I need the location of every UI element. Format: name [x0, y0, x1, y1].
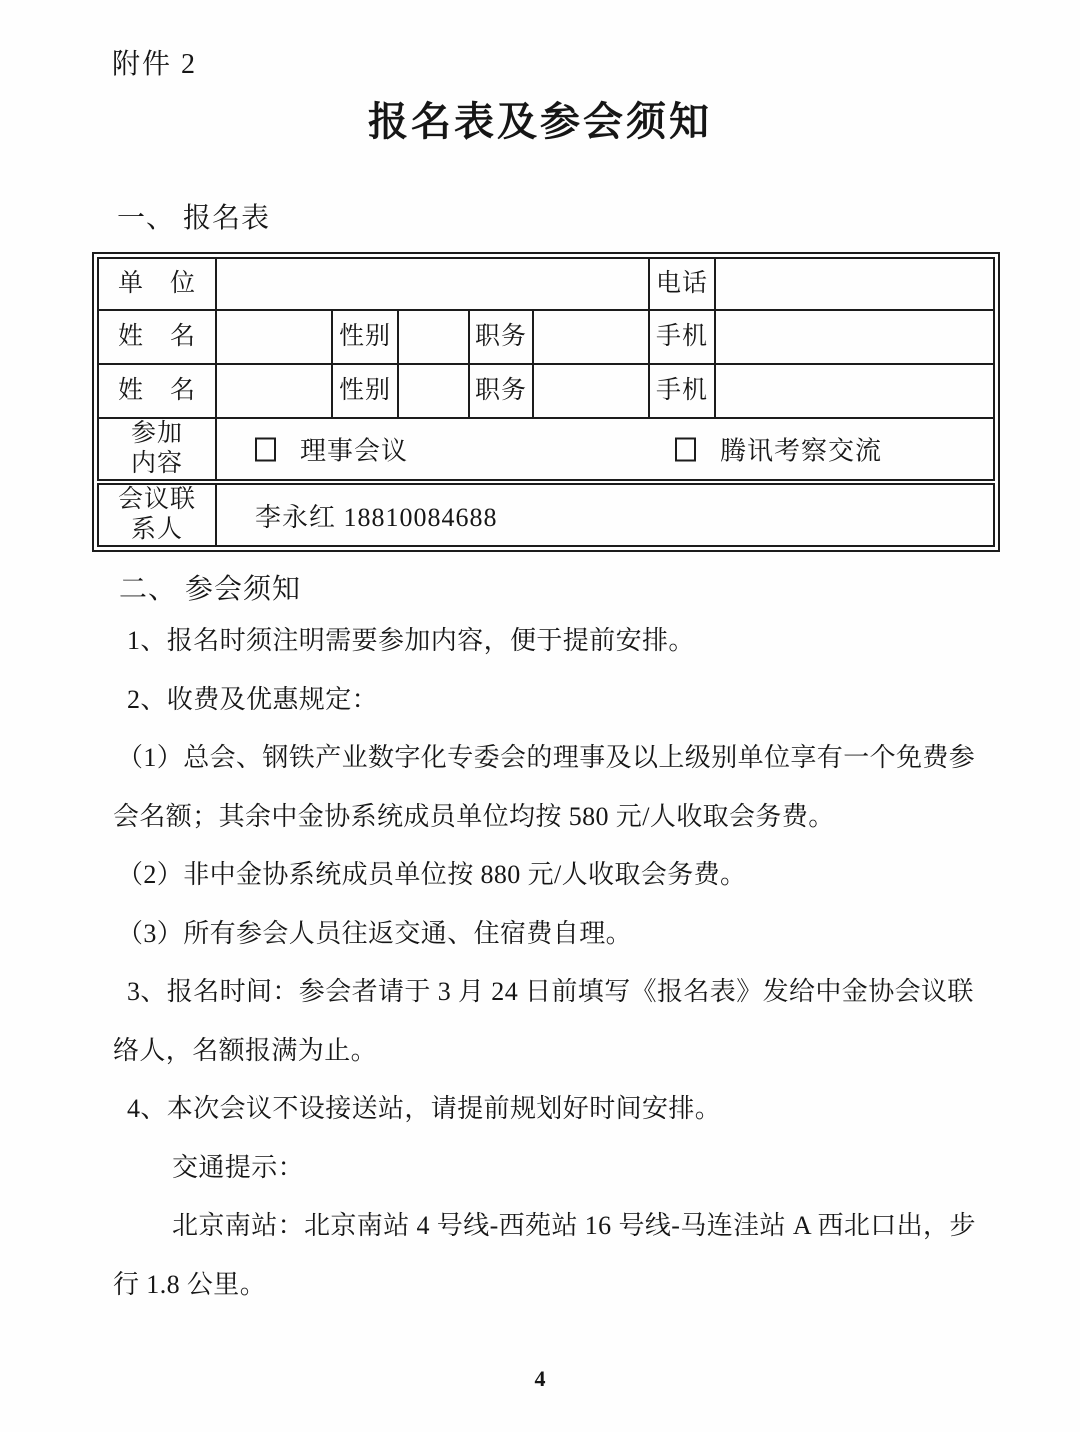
- note-line: 交通提示：: [172, 1152, 305, 1182]
- participation-label-line1: 参加: [130, 420, 183, 447]
- name-value-cell: [216, 364, 332, 418]
- table-row-participation: [98, 418, 994, 482]
- checkbox-tencent-visit-icon[interactable]: [675, 437, 696, 461]
- phone-value-cell: [715, 258, 994, 310]
- note-line: 1、报名时须注明需要参加内容，便于提前安排。: [127, 626, 695, 655]
- attachment-label: 附件 2: [112, 49, 198, 80]
- registration-table: [92, 252, 1000, 552]
- section-heading-registration-form: 一、 报名表: [117, 203, 271, 234]
- contact-label-line2: 系人: [130, 516, 183, 543]
- note-line: （2）非中金协系统成员单位按 880 元/人收取会务费。: [117, 860, 747, 889]
- section-heading-attendance-notes: 二、 参会须知: [119, 574, 302, 605]
- position-label: 职务: [469, 364, 533, 418]
- note-line: 4、本次会议不设接送站，请提前规划好时间安排。: [127, 1094, 722, 1123]
- contact-label: [98, 482, 216, 546]
- note-line: （1）总会、钢铁产业数字化专委会的理事及以上级别单位享有一个免费参: [117, 743, 976, 772]
- attendance-notes: [113, 612, 1008, 1314]
- mobile-label: 手机: [649, 310, 715, 364]
- unit-label: 单 位: [98, 258, 216, 310]
- participation-label-line2: 内容: [130, 450, 183, 477]
- mobile-label: 手机: [649, 364, 715, 418]
- position-label: 职务: [469, 310, 533, 364]
- unit-value-cell: [216, 258, 649, 310]
- table-row-contact: [98, 482, 994, 546]
- mobile-value-cell: [715, 310, 994, 364]
- note-line: 会名额；其余中金协系统成员单位均按 580 元/人收取会务费。: [113, 801, 835, 831]
- gender-label: 性别: [332, 364, 398, 418]
- note-line: 行 1.8 公里。: [113, 1269, 267, 1299]
- note-line: （3）所有参会人员往返交通、住宿费自理。: [117, 918, 633, 948]
- name-label: 姓 名: [98, 364, 216, 418]
- note-line: 2、收费及优惠规定：: [127, 684, 379, 714]
- page-number: 4: [534, 1366, 546, 1391]
- contact-label-line1: 会议联: [117, 486, 196, 513]
- participation-options-cell: [216, 418, 994, 482]
- table-row-attendee-1: [98, 310, 994, 364]
- gender-value-cell: [398, 364, 469, 418]
- contact-value: 李永红 18810084688: [216, 482, 994, 546]
- note-line: 络人，名额报满为止。: [113, 1035, 378, 1065]
- name-label: 姓 名: [98, 310, 216, 364]
- option-tencent-visit-label: 腾讯考察交流: [720, 436, 883, 466]
- phone-label: 电话: [649, 258, 715, 310]
- table-row-attendee-2: [98, 364, 994, 418]
- option-council-meeting: [255, 431, 408, 468]
- note-line: 3、报名时间：参会者请于 3 月 24 日前填写《报名表》发给中金协会议联: [127, 977, 974, 1006]
- note-line: 北京南站：北京南站 4 号线-西苑站 16 号线-马连洼站 A 西北口出，步: [172, 1211, 976, 1240]
- gender-label: 性别: [332, 310, 398, 364]
- name-value-cell: [216, 310, 332, 364]
- position-value-cell: [533, 364, 649, 418]
- gender-value-cell: [398, 310, 469, 364]
- table-row-unit: [98, 258, 994, 310]
- option-tencent-visit: [675, 431, 882, 468]
- mobile-value-cell: [715, 364, 994, 418]
- participation-label: [98, 418, 216, 482]
- option-council-meeting-label: 理事会议: [300, 436, 409, 466]
- page-title: 报名表及参会须知: [368, 99, 712, 144]
- checkbox-council-meeting-icon[interactable]: [255, 437, 276, 461]
- position-value-cell: [533, 310, 649, 364]
